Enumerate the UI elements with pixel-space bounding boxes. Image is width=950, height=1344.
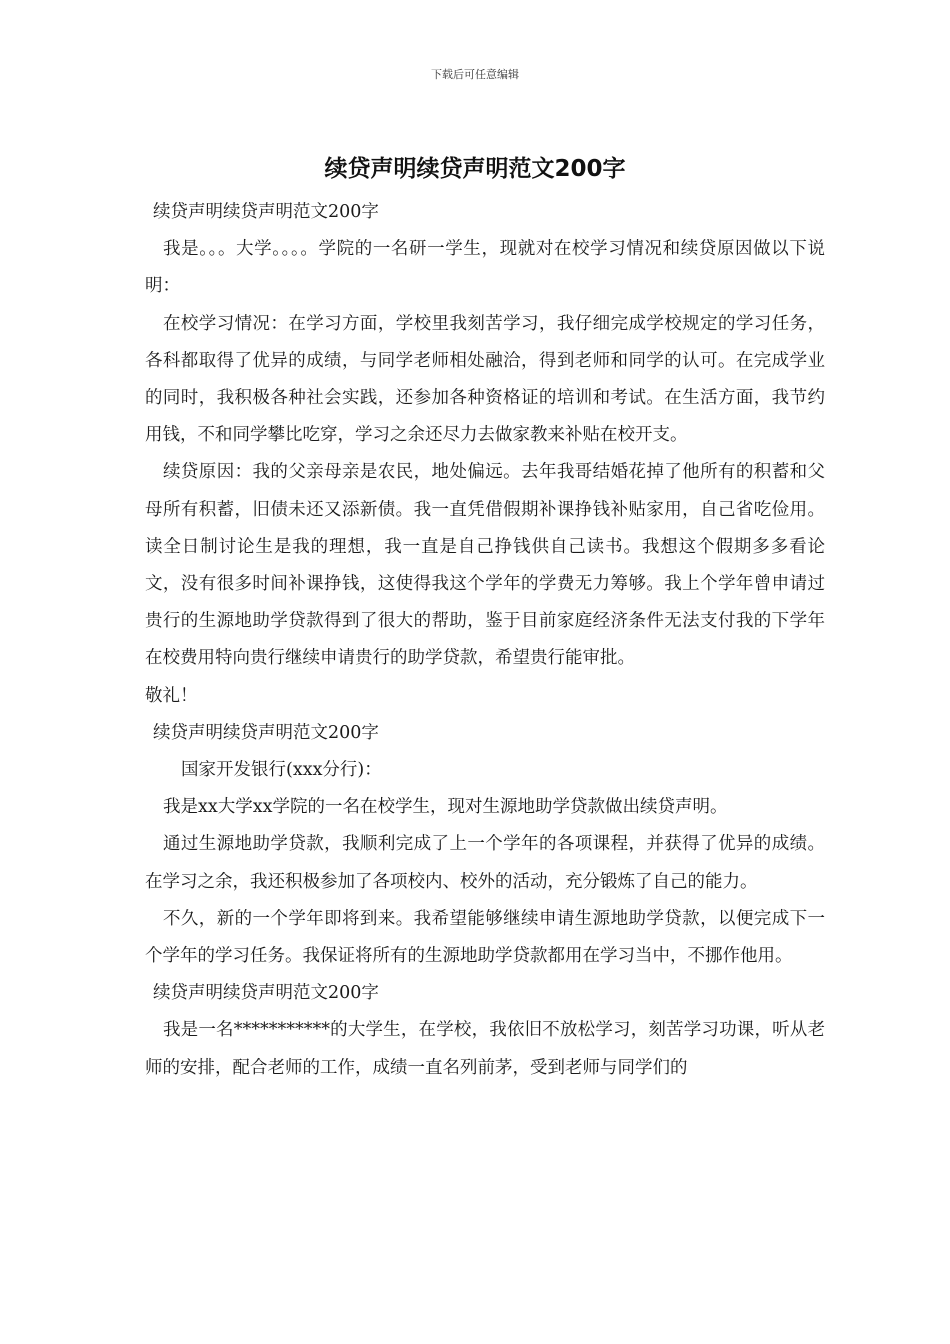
closing-salute: 敬礼！ [145, 685, 198, 706]
paragraph-renewal-reason: 续贷原因：我的父亲母亲是农民，地处偏远。去年我哥结婚花掉了他所有的积蓄和父母所有积蓄，旧债未还又添新债。我一直凭借假期补课挣钱补贴家用，自己省吃俭用。读全日制讨论生是我的理想，我一直是自己挣钱供自己读书。我想这个假期多多看论文，没有很多时间补课挣钱，这使得我这个学年的学费无力筹够。我上个学年曾申请过贵行的生源地助学贷款得到了很大的帮助，鉴于目前家庭经济条件无法支付我的下学年在校费用特向贵行继续申请贵行的助学贷款，希望贵行能审批。 [145, 462, 825, 669]
paragraph-third-sample: 我是一名***********的大学生，在学校，我依旧不放松学习，刻苦学习功课，听从老师的安排，配合老师的工作，成绩一直名列前茅，受到老师与同学们的 [145, 1020, 825, 1078]
paragraph-declaration: 我是xx大学xx学院的一名在校学生，现对生源地助学贷款做出续贷声明。 [163, 797, 728, 818]
document-title: 续贷声明续贷声明范文200字 [324, 156, 626, 182]
section-heading-2: 续贷声明续贷声明范文200字 [153, 722, 379, 743]
paragraph-request: 不久，新的一个学年即将到来。我希望能够继续申请生源地助学贷款，以便完成下一个学年的学习任务。我保证将所有的生源地助学贷款都用在学习当中，不挪作他用。 [145, 908, 825, 967]
paragraph-achievement: 通过生源地助学贷款，我顺利完成了上一个学年的各项课程，并获得了优异的成绩。在学习之余，我还积极参加了各项校内、校外的活动，充分锻炼了自己的能力。 [145, 834, 825, 892]
addressee: 国家开发银行(xxx分行)： [181, 760, 382, 781]
section-heading-3: 续贷声明续贷声明范文200字 [153, 983, 379, 1004]
section-heading-1: 续贷声明续贷声明范文200字 [153, 202, 379, 222]
paragraph-study-status: 在校学习情况：在学习方面，学校里我刻苦学习，我仔细完成学校规定的学习任务，各科都取得了优异的成绩，与同学老师相处融洽，得到老师和同学的认可。在完成学业的同时，我积极各种社会实践，还参加各种资格证的培训和考试。在生活方面，我节约用钱，不和同学攀比吃穿，学习之余还尽力去做家教来补贴在校开支。 [145, 313, 825, 446]
page-header-note: 下载后可任意编辑 [431, 68, 519, 81]
paragraph-intro: 我是。。。大学。。。。学院的一名研一学生，现就对在校学习情况和续贷原因做以下说明： [145, 239, 825, 297]
document-body [145, 194, 825, 1087]
